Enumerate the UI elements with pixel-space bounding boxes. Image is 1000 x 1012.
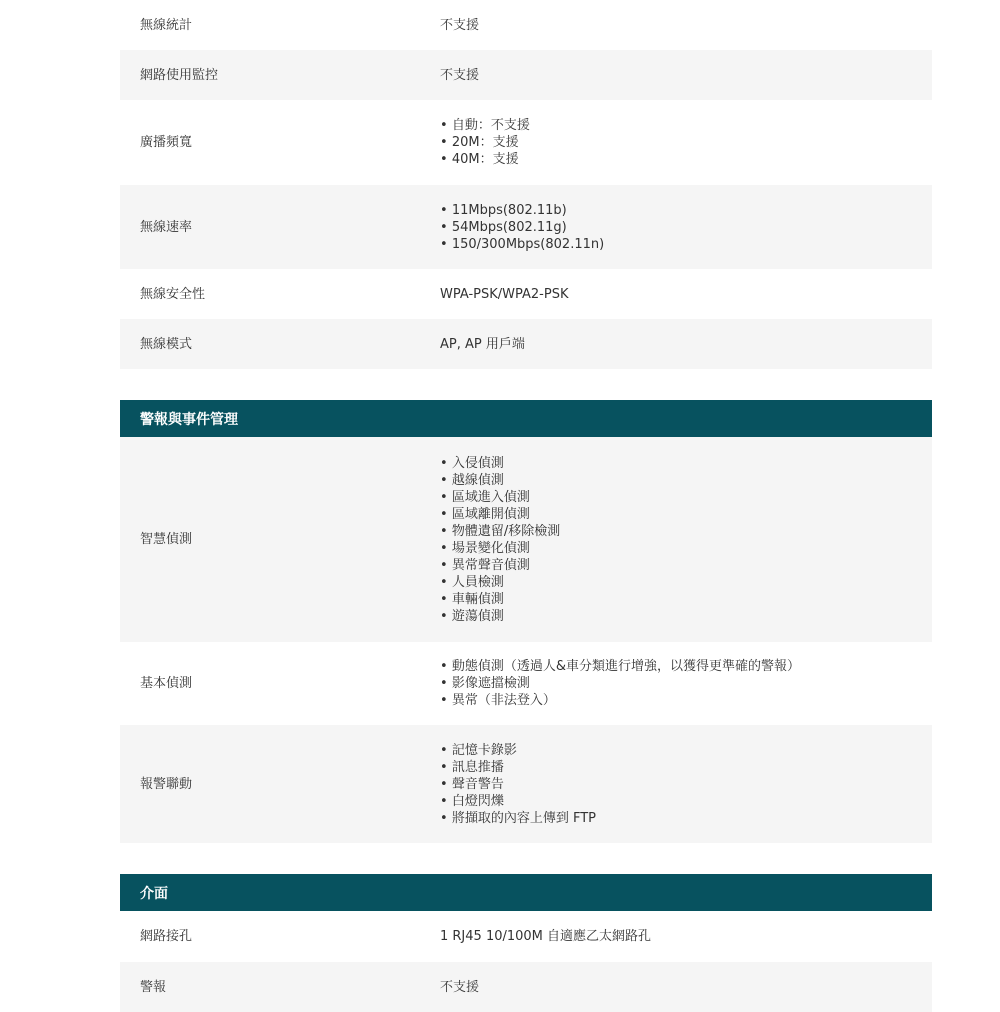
spec-value: WPA-PSK/WPA2-PSK [440,286,569,302]
spec-value: 1 RJ45 10/100M 自適應乙太網路孔 [440,929,652,944]
section-header-alarm: 警報與事件管理 [120,400,932,437]
list-item: • 異常聲音偵測 [440,557,932,574]
spec-label: 無線模式 [140,336,193,352]
spec-row [120,185,932,269]
list-item: • 入侵偵測 [440,455,932,472]
list-item: • 150/300Mbps(802.11n) [440,236,932,253]
spec-value [440,202,932,253]
spec-list [440,455,932,625]
list-item: • 異常（非法登入） [440,692,932,709]
spec-label: 無線速率 [140,219,193,235]
list-item: • 記憶卡錄影 [440,742,932,759]
spec-list [440,117,932,168]
spec-row [120,50,932,100]
spec-value [440,455,932,625]
list-item: • 影像遮擋檢測 [440,675,932,692]
list-item: • 車輛偵測 [440,591,932,608]
list-item: • 動態偵測（透過人&車分類進行增強，以獲得更準確的警報） [440,658,932,675]
spec-label: 廣播頻寬 [140,135,193,150]
list-item: • 區域進入偵測 [440,489,932,506]
spec-row [120,319,932,369]
list-item: • 將擷取的內容上傳到 FTP [440,810,932,827]
list-item: • 白燈閃爍 [440,793,932,810]
spec-row [120,642,932,725]
list-item: • 訊息推播 [440,759,932,776]
list-item: • 聲音警告 [440,776,932,793]
list-item: • 11Mbps(802.11b) [440,202,932,219]
list-item: • 遊蕩偵測 [440,608,932,625]
spec-label: 無線安全性 [140,286,206,302]
spec-value: 不支援 [440,979,480,995]
spec-value [440,117,932,168]
list-item: • 區域離開偵測 [440,506,932,523]
spec-value [440,658,932,709]
spec-value: AP, AP 用戶端 [440,336,525,352]
spec-row [120,0,932,50]
spec-row [120,962,932,1012]
spec-row [120,100,932,185]
spec-table [120,0,932,1012]
list-item: • 54Mbps(802.11g) [440,219,932,236]
list-item: • 越線偵測 [440,472,932,489]
section-header-interface: 介面 [120,874,932,911]
spec-value [440,742,932,827]
spec-label: 基本偵測 [140,676,193,691]
list-item: • 自動：不支援 [440,117,932,134]
section-gap [120,369,932,400]
spec-row [120,269,932,319]
spec-row [120,437,932,642]
section-gap [120,843,932,874]
spec-row [120,725,932,843]
spec-list [440,658,932,709]
spec-value: 不支援 [440,17,480,33]
list-item: • 場景變化偵測 [440,540,932,557]
spec-list [440,202,932,253]
spec-label: 警報 [140,979,167,995]
spec-label: 網路接孔 [140,929,193,944]
spec-label: 網路使用監控 [140,67,219,83]
spec-value: 不支援 [440,67,480,83]
spec-list [440,742,932,827]
spec-label: 報警聯動 [140,776,193,792]
list-item: • 物體遺留/移除檢測 [440,523,932,540]
spec-label: 無線統計 [140,17,193,33]
spec-row [120,911,932,962]
spec-label: 智慧偵測 [140,532,193,547]
list-item: • 40M：支援 [440,151,932,168]
list-item: • 20M：支援 [440,134,932,151]
list-item: • 人員檢測 [440,574,932,591]
